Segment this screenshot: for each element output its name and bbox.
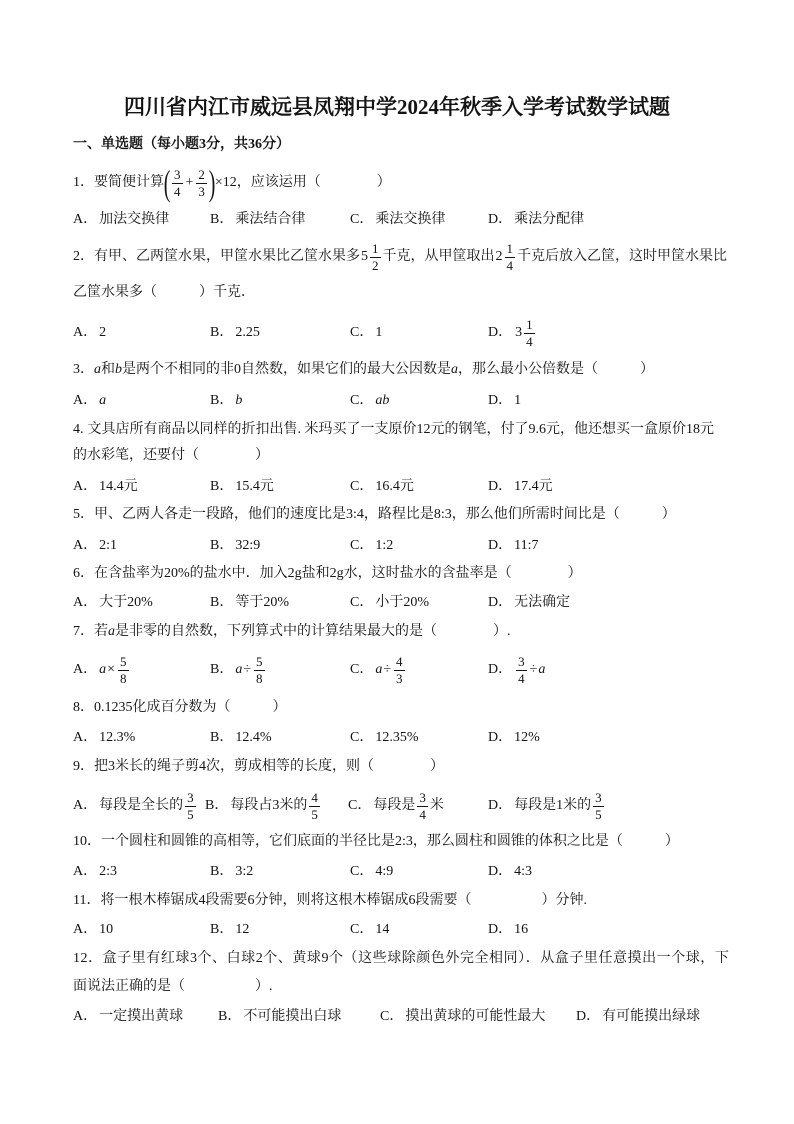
option-text: 2:3 xyxy=(99,864,118,879)
option-text: 12.3% xyxy=(99,730,136,745)
option-a xyxy=(73,999,183,1035)
question-1-options xyxy=(0,202,794,238)
option-label: A． xyxy=(73,479,98,494)
option-label: B． xyxy=(210,595,234,610)
option-label: C． xyxy=(350,212,374,227)
option-text: 32:9 xyxy=(235,538,261,553)
numerator: 3 xyxy=(419,789,426,805)
question-text: 是两个不相同的非0自然数，如果它们的最大公因数是 xyxy=(122,362,451,377)
question-text: 千克，从甲筐取出 xyxy=(382,249,495,264)
option-text: 小于20% xyxy=(375,595,430,610)
option-label: B． xyxy=(205,798,229,813)
option-c xyxy=(350,315,382,351)
numerator: 1 xyxy=(526,316,533,332)
option-text: 16.4元 xyxy=(375,479,414,494)
denominator: 2 xyxy=(372,257,379,273)
option-a xyxy=(73,202,169,238)
option-label: C． xyxy=(350,538,374,553)
numerator: 3 xyxy=(518,653,525,669)
option-text: 乘法结合律 xyxy=(235,212,306,227)
fraction xyxy=(172,168,183,199)
option-c xyxy=(380,999,545,1035)
numerator: 3 xyxy=(595,789,602,805)
option-a xyxy=(73,788,198,824)
question-number: 9． xyxy=(73,759,94,774)
option-d xyxy=(488,720,540,756)
numerator: 5 xyxy=(256,653,263,669)
fraction xyxy=(516,655,527,686)
question-text: 把3米长的绳子剪4次，剪成相等的长度，则（ ） xyxy=(94,759,444,774)
question-text: 的水彩笔，还要付（ ） xyxy=(73,448,269,463)
variable: a xyxy=(375,662,383,677)
option-text: 1:2 xyxy=(375,538,394,553)
option-label: B． xyxy=(210,922,234,937)
option-label: B． xyxy=(210,864,234,879)
variable: a xyxy=(99,662,107,677)
mixed-number-fraction xyxy=(370,242,381,273)
denominator: 3 xyxy=(396,670,403,686)
option-label: D． xyxy=(488,393,513,408)
option-label: D． xyxy=(488,595,513,610)
mixed-number-whole: 2 xyxy=(495,249,503,264)
option-text: 15.4元 xyxy=(235,479,274,494)
option-text: 14.4元 xyxy=(99,479,138,494)
option-text: 1 xyxy=(514,393,522,408)
right-parenthesis: ) xyxy=(208,163,216,203)
option-label: D． xyxy=(488,479,513,494)
variable: a xyxy=(451,362,458,377)
option-label: A． xyxy=(73,212,98,227)
option-label: C． xyxy=(348,798,372,813)
option-text: 2.25 xyxy=(235,325,260,340)
denominator: 4 xyxy=(174,183,181,199)
option-text: 不可能摸出白球 xyxy=(243,1009,342,1024)
option-b xyxy=(205,788,322,824)
option-text: 每段是 xyxy=(373,798,416,813)
option-text: 一定摸出黄球 xyxy=(99,1009,184,1024)
question-7-stem xyxy=(73,614,511,650)
option-label: B． xyxy=(218,1009,242,1024)
option-label: C． xyxy=(350,595,374,610)
question-7-options xyxy=(0,652,794,688)
fraction xyxy=(593,791,604,822)
option-d xyxy=(576,999,700,1035)
option-label: B． xyxy=(210,212,234,227)
option-label: A． xyxy=(73,662,98,677)
option-text: 2:1 xyxy=(99,538,118,553)
option-label: C． xyxy=(350,393,374,408)
option-label: C． xyxy=(350,662,374,677)
question-number: 10． xyxy=(73,834,101,849)
option-label: B． xyxy=(210,538,234,553)
option-c xyxy=(350,202,445,238)
option-label: C． xyxy=(350,479,374,494)
option-text: a xyxy=(99,393,107,408)
operator: ÷ xyxy=(383,662,392,677)
option-d xyxy=(488,202,584,238)
fraction xyxy=(118,655,129,686)
denominator: 4 xyxy=(518,670,525,686)
option-label: D． xyxy=(488,922,513,937)
option-label: C． xyxy=(350,325,374,340)
question-text: 在含盐率为20%的盐水中．加入2g盐和2g水，这时盐水的含盐率是（ ） xyxy=(94,566,582,581)
numerator: 5 xyxy=(120,653,127,669)
option-label: D． xyxy=(488,212,513,227)
option-label: D． xyxy=(576,1009,601,1024)
question-number: 11． xyxy=(73,893,101,908)
left-parenthesis: ( xyxy=(163,163,171,203)
option-text: 12.4% xyxy=(235,730,272,745)
question-12-options xyxy=(0,999,794,1035)
option-label: A． xyxy=(73,538,98,553)
option-text: 每段是全长的 xyxy=(99,798,184,813)
question-text: 要简便计算 xyxy=(94,175,164,190)
operator: ÷ xyxy=(243,662,252,677)
fraction xyxy=(417,791,428,822)
option-label: C． xyxy=(350,922,374,937)
option-text: 12 xyxy=(235,922,250,937)
option-text: 4:9 xyxy=(375,864,394,879)
option-c xyxy=(350,652,407,688)
question-2-stem-line-2 xyxy=(73,275,255,311)
fraction xyxy=(309,791,320,822)
option-a xyxy=(73,315,106,351)
operator: × xyxy=(107,662,116,677)
option-label: B． xyxy=(210,393,234,408)
operator: + xyxy=(185,175,194,190)
question-number: 12． xyxy=(73,951,103,966)
option-text: b xyxy=(235,393,243,408)
option-b xyxy=(210,652,267,688)
option-b xyxy=(218,999,341,1035)
question-text: 一个圆柱和圆锥的高相等，它们底面的半径比是2:3，那么圆柱和圆锥的体积之比是（ ） xyxy=(101,834,679,849)
question-text: 若 xyxy=(94,624,108,639)
option-text: 2 xyxy=(99,325,107,340)
question-text: 乙筐水果多（ ）千克． xyxy=(73,285,255,300)
option-text: 无法确定 xyxy=(514,595,571,610)
denominator: 3 xyxy=(198,183,205,199)
question-text: 甲、乙两人各走一段路，他们的速度比是3:4，路程比是8:3，那么他们所需时间比是（ ） xyxy=(94,507,676,522)
numerator: 4 xyxy=(311,789,318,805)
numerator: 3 xyxy=(187,789,194,805)
option-label: B． xyxy=(210,325,234,340)
option-text: 加法交换律 xyxy=(99,212,170,227)
mixed-number-whole: 3 xyxy=(515,325,523,340)
operator: ÷ xyxy=(529,662,538,677)
option-label: C． xyxy=(380,1009,404,1024)
variable: a xyxy=(108,624,115,639)
question-text: 是非零的自然数，下列算式中的计算结果最大的是（ ）. xyxy=(115,624,511,639)
option-text: 11:7 xyxy=(514,538,539,553)
option-label: A． xyxy=(73,393,98,408)
option-text: 每段是1米的 xyxy=(514,798,592,813)
question-number: 4. xyxy=(73,422,84,437)
question-number: 3． xyxy=(73,362,94,377)
option-text: 12% xyxy=(514,730,540,745)
numerator: 4 xyxy=(396,653,403,669)
option-b xyxy=(210,315,260,351)
question-text: ，那么最小公倍数是（ ） xyxy=(458,362,654,377)
denominator: 4 xyxy=(526,333,533,349)
option-label: C． xyxy=(350,730,374,745)
question-text: 将一根木棒锯成4段需要6分钟，则将这根木棒锯成6段需要（ ）分钟. xyxy=(100,893,587,908)
mixed-number-whole: 5 xyxy=(361,249,368,264)
option-text: 10 xyxy=(99,922,114,937)
question-text: ×12，应该运用（ ） xyxy=(214,175,391,190)
option-label: A． xyxy=(73,798,98,813)
variable: a xyxy=(94,362,101,377)
option-text: 乘法分配律 xyxy=(514,212,585,227)
question-text: 和 xyxy=(101,362,115,377)
option-label: A． xyxy=(73,325,98,340)
numerator: 1 xyxy=(372,240,379,256)
option-a xyxy=(73,652,131,688)
option-label: B． xyxy=(210,662,234,677)
question-text: 千克后放入乙筐，这时甲筐水果比 xyxy=(517,249,727,264)
fraction xyxy=(254,655,265,686)
denominator: 5 xyxy=(311,806,318,822)
option-text: 4:3 xyxy=(514,864,533,879)
question-2-stem-line-1 xyxy=(73,239,727,275)
fraction xyxy=(196,168,207,199)
fraction xyxy=(185,791,196,822)
option-c xyxy=(348,788,444,824)
denominator: 8 xyxy=(120,670,127,686)
option-text: 摸出黄球的可能性最大 xyxy=(405,1009,546,1024)
question-number: 8． xyxy=(73,700,94,715)
option-text: 14 xyxy=(375,922,390,937)
numerator: 2 xyxy=(198,166,205,182)
option-label: A． xyxy=(73,595,98,610)
question-text: 文具店所有商品以同样的折扣出售. 米玛买了一支原价12元的钢笔，付了9.6元，他还想买一盒原价18元 xyxy=(87,422,714,437)
option-d xyxy=(488,788,606,824)
exam-title: 四川省内江市威远县凤翔中学2024年秋季入学考试数学试题 xyxy=(124,95,670,119)
option-label: D． xyxy=(488,864,513,879)
option-label: B． xyxy=(210,730,234,745)
variable: b xyxy=(115,362,122,377)
section-heading: 一、单选题（每小题3分，共36分） xyxy=(73,137,290,152)
option-label: C． xyxy=(350,864,374,879)
option-d xyxy=(488,315,537,351)
option-label: D． xyxy=(488,662,513,677)
denominator: 5 xyxy=(187,806,194,822)
option-text: 1 xyxy=(375,325,383,340)
option-text: 17.4元 xyxy=(514,479,553,494)
option-label: A． xyxy=(73,864,98,879)
option-text: 米 xyxy=(429,798,444,813)
option-text: 有可能摸出绿球 xyxy=(602,1009,701,1024)
option-label: A． xyxy=(73,730,98,745)
option-label: D． xyxy=(488,325,513,340)
mixed-number-fraction xyxy=(505,242,516,273)
denominator: 5 xyxy=(595,806,602,822)
option-text: 乘法交换律 xyxy=(375,212,446,227)
option-label: D． xyxy=(488,798,513,813)
option-text: 12.35% xyxy=(375,730,419,745)
option-d xyxy=(488,652,545,688)
option-b xyxy=(210,202,305,238)
question-9-stem xyxy=(73,749,444,785)
question-number: 6． xyxy=(73,566,94,581)
question-number: 7． xyxy=(73,624,94,639)
variable: a xyxy=(538,662,546,677)
question-number: 1． xyxy=(73,175,94,190)
question-text: 有甲、乙两筐水果，甲筐水果比乙筐水果多 xyxy=(94,249,360,264)
fraction xyxy=(394,655,405,686)
question-number: 5． xyxy=(73,507,94,522)
mixed-number-fraction xyxy=(524,318,535,349)
denominator: 4 xyxy=(419,806,426,822)
numerator: 3 xyxy=(174,166,181,182)
question-number: 2． xyxy=(73,249,94,264)
option-text: 3:2 xyxy=(235,864,254,879)
variable: a xyxy=(235,662,243,677)
question-text: 0.1235化成百分数为（ ） xyxy=(94,700,287,715)
denominator: 4 xyxy=(506,257,513,273)
option-label: B． xyxy=(210,479,234,494)
question-1-stem xyxy=(73,165,391,201)
option-label: A． xyxy=(73,922,98,937)
option-text: ab xyxy=(375,393,390,408)
numerator: 1 xyxy=(506,240,513,256)
option-label: D． xyxy=(488,730,513,745)
question-2-options xyxy=(0,315,794,351)
question-text: 面说法正确的是（ ）. xyxy=(73,979,273,994)
option-label: D． xyxy=(488,538,513,553)
option-text: 每段占3米的 xyxy=(230,798,308,813)
denominator: 8 xyxy=(256,670,263,686)
option-text: 等于20% xyxy=(235,595,290,610)
option-text: 大于20% xyxy=(99,595,153,610)
option-label: A． xyxy=(73,1009,98,1024)
option-text: 16 xyxy=(514,922,529,937)
question-text: 盒子里有红球3个、白球2个、黄球9个（这些球除颜色外完全相同）．从盒子里任意摸出一个球，下 xyxy=(102,951,730,966)
question-9-options xyxy=(0,788,794,824)
